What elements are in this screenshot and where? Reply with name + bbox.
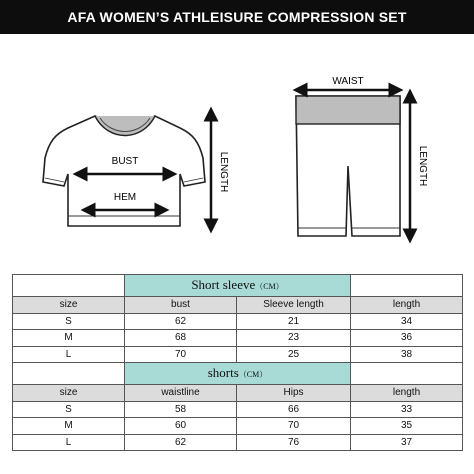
table-cell: S xyxy=(13,313,125,330)
shorts-header-row xyxy=(13,385,463,402)
table-row xyxy=(13,434,463,451)
table-cell: 60 xyxy=(125,418,237,435)
table-row xyxy=(13,313,463,330)
table-cell: 70 xyxy=(237,418,351,435)
column-header: size xyxy=(13,385,125,402)
shorts-section-title: shorts（CM） xyxy=(125,363,351,385)
table-cell: L xyxy=(13,434,125,451)
table-cell: S xyxy=(13,401,125,418)
table-cell: M xyxy=(13,418,125,435)
shorts-drawing xyxy=(296,96,400,236)
size-chart xyxy=(12,274,462,451)
table-cell: 35 xyxy=(351,418,463,435)
table-cell: 58 xyxy=(125,401,237,418)
table-row xyxy=(13,401,463,418)
table-cell: 38 xyxy=(351,346,463,363)
column-header: length xyxy=(351,385,463,402)
bust-label: BUST xyxy=(111,156,139,167)
top-length-label: LENGTH xyxy=(218,151,229,193)
table-row xyxy=(13,418,463,435)
column-header: waistline xyxy=(125,385,237,402)
table-cell: M xyxy=(13,330,125,347)
size-table xyxy=(12,274,463,451)
column-header: Sleeve length xyxy=(237,297,351,314)
table-cell: 68 xyxy=(125,330,237,347)
table-cell: 70 xyxy=(125,346,237,363)
short-sleeve-header-row xyxy=(13,297,463,314)
table-cell: 62 xyxy=(125,313,237,330)
table-cell: 34 xyxy=(351,313,463,330)
page-title: AFA WOMEN’S ATHLEISURE COMPRESSION SET xyxy=(0,0,474,34)
table-cell: 25 xyxy=(237,346,351,363)
table-cell: 76 xyxy=(237,434,351,451)
table-cell: 21 xyxy=(237,313,351,330)
short-sleeve-section-title: Short sleeve（CM） xyxy=(125,275,351,297)
table-cell: 33 xyxy=(351,401,463,418)
shorts-length-label: LENGTH xyxy=(417,145,428,187)
table-row xyxy=(13,346,463,363)
table-cell: 62 xyxy=(125,434,237,451)
table-cell: 37 xyxy=(351,434,463,451)
shorts-section-row xyxy=(13,363,463,385)
column-header: length xyxy=(351,297,463,314)
table-cell: 66 xyxy=(237,401,351,418)
column-header: Hips xyxy=(237,385,351,402)
short-sleeve-section-row xyxy=(13,275,463,297)
table-cell: 36 xyxy=(351,330,463,347)
table-cell: L xyxy=(13,346,125,363)
waist-label: WAIST xyxy=(332,76,364,87)
column-header: size xyxy=(13,297,125,314)
column-header: bust xyxy=(125,297,237,314)
hem-label: HEM xyxy=(113,192,137,203)
table-cell: 23 xyxy=(237,330,351,347)
garment-illustrations xyxy=(0,34,474,264)
table-row xyxy=(13,330,463,347)
